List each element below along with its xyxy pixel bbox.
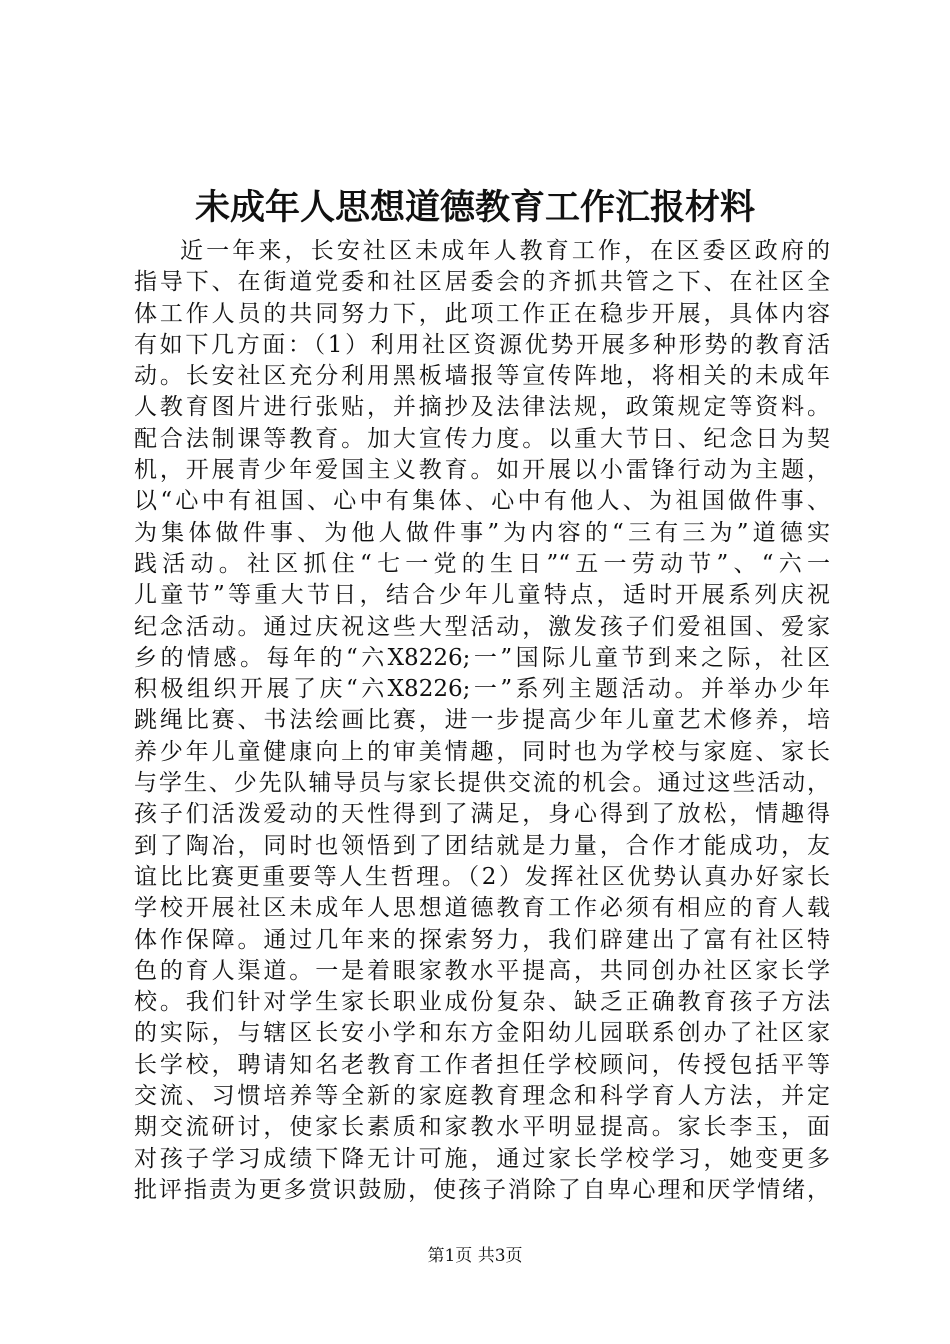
body-line: 儿童节”等重大节日，结合少年儿童特点，适时开展系列庆祝 xyxy=(134,582,830,609)
body-line: 指导下、在街道党委和社区居委会的齐抓共管之下、在社区全 xyxy=(134,269,830,296)
body-line: 色的育人渠道。一是着眼家教水平提高，共同创办社区家长学 xyxy=(134,957,830,984)
body-line: 体作保障。通过几年来的探索努力，我们辟建出了富有社区特 xyxy=(134,926,830,953)
page-footer: 第1页 共3页 xyxy=(427,1246,523,1266)
body-line: 养少年儿童健康向上的审美情趣，同时也为学校与家庭、家长 xyxy=(134,738,830,765)
body-line: 近一年来，长安社区未成年人教育工作，在区委区政府的 xyxy=(180,238,830,264)
body-line: 动。长安社区充分利用黑板墙报等宣传阵地，将相关的未成年 xyxy=(134,363,830,390)
body-line: 纪念活动。通过庆祝这些大型活动，激发孩子们爱祖国、爱家 xyxy=(134,613,830,640)
document-title: 未成年人思想道德教育工作汇报材料 xyxy=(194,187,755,228)
body-line: 跳绳比赛、书法绘画比赛，进一步提高少年儿童艺术修养，培 xyxy=(134,707,830,734)
body-line: 为集体做件事、为他人做件事”为内容的“三有三为”道德实 xyxy=(134,519,830,546)
body-line: 对孩子学习成绩下降无计可施，通过家长学校学习，她变更多 xyxy=(134,1145,830,1172)
body-line: 乡的情感。每年的“六X8226;一”国际儿童节到来之际，社区 xyxy=(134,644,830,671)
body-line: 配合法制课等教育。加大宣传力度。以重大节日、纪念日为契 xyxy=(134,425,830,452)
body-line: 有如下几方面：（1）利用社区资源优势开展多种形势的教育活 xyxy=(134,331,830,358)
body-line: 期交流研讨，使家长素质和家教水平明显提高。家长李玉，面 xyxy=(134,1114,830,1141)
body-line: 人教育图片进行张贴，并摘抄及法律法规，政策规定等资料。 xyxy=(134,394,830,421)
body-line: 践活动。社区抓住“七一党的生日”“五一劳动节”、“六一 xyxy=(134,550,830,577)
body-line: 批评指责为更多赏识鼓励，使孩子消除了自卑心理和厌学情绪， xyxy=(134,1176,830,1203)
body-line: 校。我们针对学生家长职业成份复杂、缺乏正确教育孩子方法 xyxy=(134,989,830,1016)
body-line: 学校开展社区未成年人思想道德教育工作必须有相应的育人载 xyxy=(134,895,830,922)
body-line: 以“心中有祖国、心中有集体、心中有他人、为祖国做件事、 xyxy=(134,488,830,515)
body-line: 积极组织开展了庆“六X8226;一”系列主题活动。并举办少年 xyxy=(134,676,830,703)
body-line: 的实际，与辖区长安小学和东方金阳幼儿园联系创办了社区家 xyxy=(134,1020,830,1047)
body-line: 机，开展青少年爱国主义教育。如开展以小雷锋行动为主题， xyxy=(134,457,830,484)
body-line: 谊比比赛更重要等人生哲理。（2）发挥社区优势认真办好家长 xyxy=(134,863,830,890)
body-line: 长学校，聘请知名老教育工作者担任学校顾问，传授包括平等 xyxy=(134,1051,830,1078)
body-line: 到了陶冶，同时也领悟到了团结就是力量，合作才能成功，友 xyxy=(134,832,830,859)
body-line: 体工作人员的共同努力下，此项工作正在稳步开展，具体内容 xyxy=(134,300,830,327)
body-line: 交流、习惯培养等全新的家庭教育理念和科学育人方法，并定 xyxy=(134,1083,830,1110)
document-body xyxy=(134,236,830,1206)
body-line: 与学生、少先队辅导员与家长提供交流的机会。通过这些活动， xyxy=(134,770,830,797)
body-line: 孩子们活泼爱动的天性得到了满足，身心得到了放松，情趣得 xyxy=(134,801,830,828)
